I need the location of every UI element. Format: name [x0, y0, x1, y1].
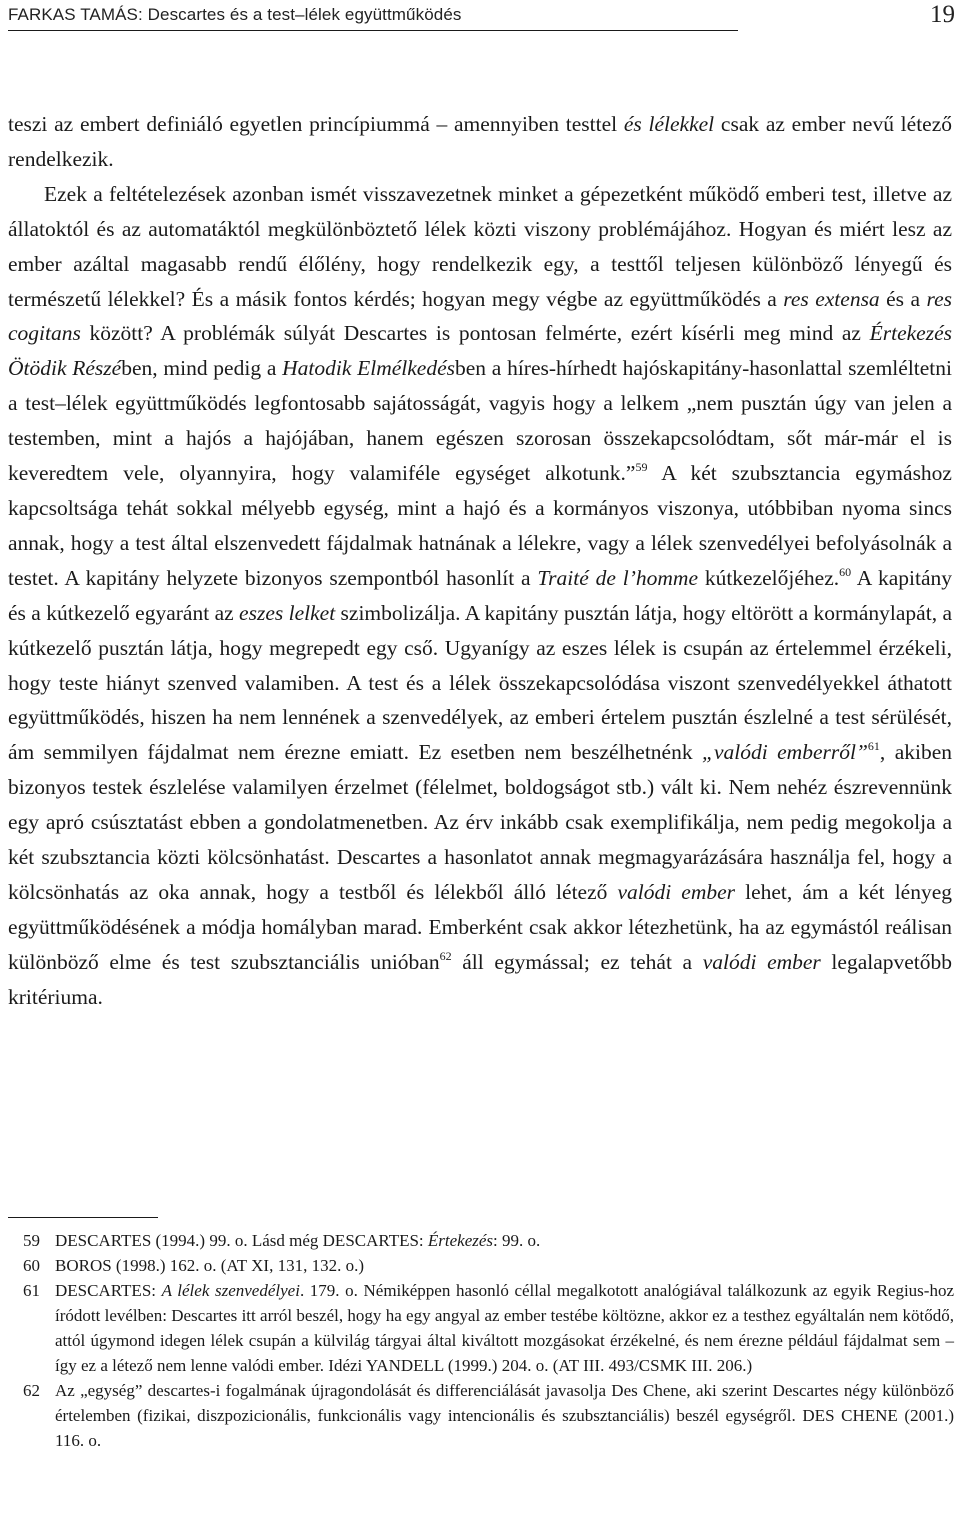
- footnote-ref-61[interactable]: 61: [867, 739, 880, 754]
- text-run: szimbolizálja. A kapitány pusztán látja, hogy eltörött a kormánylapát, a kútkezelő pusztán látja, hogy megrepedt egy cső. Ugyanígy az eszes lélek is csupán az értelemmel érzékeli, hogy teste hiányt szenved valamiben. A test és a lélek összekapcsolódása viszont szenvedélyekkel áthatott együttműködés, hiszen ha nem lennének a szenvedélyek, az emberi értelem pusztán észlelné a test sérülését, ám semmilyen fájdalmat nem érezne emiatt. Ez esetben nem beszélhetnénk: [8, 600, 953, 765]
- page-number: 19: [930, 1, 955, 28]
- text-run: áll egymással; ez tehát a: [451, 949, 703, 974]
- footnote-text: DESCARTES:: [55, 1281, 162, 1300]
- italic-run: res extensa: [783, 286, 880, 311]
- footnote-text: DESCARTES (1994.) 99. o. Lásd még DESCARTES:: [55, 1231, 428, 1250]
- italic-run: Traité de l’homme: [537, 565, 698, 590]
- footnote-number: 61: [23, 1281, 40, 1300]
- text-run: között? A problémák súlyát Descartes is pontosan felmérte, ezért kísérli meg mind az: [80, 321, 870, 346]
- footnotes: [8, 1228, 954, 1453]
- text-run: ben, mind pedig a: [121, 356, 283, 381]
- italic-run: „valódi emberről”: [702, 740, 868, 765]
- footnote-text: : 99. o.: [493, 1231, 541, 1250]
- main-text: [8, 107, 952, 1015]
- text-run: lehet, ám a két lényeg együttműködésének a módja homályban marad. Emberként csak akkor létezhetünk, ha az egymástól reálisan különböző elme és test szubsztanciális unióban: [8, 879, 953, 974]
- footnote-60: [8, 1253, 954, 1278]
- text-run: , akiben bizonyos testek észlelése valamilyen érzelmet (félelmet, boldogságot stb.) vált ki. Nem nehéz észrevennünk egy apró csúsztatást ebben a gondolatmenetben. Az érv inkább csak exemplifikálja, nem pedig megokolja a két szubsztancia közti kölcsönhatást. Descartes a hasonlatot annak megmagyarázására használja fel, hogy a kölcsönhatás az oka annak, hogy a testből és lélekből álló létező: [8, 740, 952, 904]
- italic-run: és lélekkel: [623, 112, 715, 136]
- italic-run: Hatodik Elmélkedés: [282, 356, 456, 381]
- footnote-separator: [8, 1217, 158, 1218]
- footnote-61: [8, 1278, 954, 1378]
- footnote-italic: A lélek szenvedélyei: [161, 1281, 300, 1300]
- text-run: kútkezelőjéhez.: [697, 565, 840, 590]
- footnote-ref-59[interactable]: 59: [635, 460, 648, 475]
- text-run: Ezek a feltételezések azonban ismét visszavezetnek minket a gépezetként működő emberi test, illetve az állatoktól és az automatáktól megkülönböztető lélek közti viszony problémájához. Hogyan és miért lesz az ember azáltal magasabb rendű élőlény, hogy rendelkezik egy, a testtől teljesen különböző lényegű és természetű lélekkel? És a másik fontos kérdés; hogyan megy végbe az együttműködés a: [8, 181, 952, 311]
- footnote-number: 62: [23, 1381, 40, 1400]
- footnote-ref-60[interactable]: 60: [839, 564, 852, 579]
- footnote-number: 60: [23, 1256, 40, 1275]
- footnote-text: Az „egység” descartes-i fogalmának újragondolását és differenciálását javasolja Des Chene, aki szerint Descartes négy különböző értelemben (fizikai, diszpozicionális, funkcionális vagy intencionális és szubsztanciális) beszél egységről. DES CHENE (2001.) 116. o.: [55, 1381, 954, 1450]
- text-run: teszi az embert definiáló egyetlen princípiummá – amennyiben testtel: [8, 112, 624, 136]
- footnote-59: [8, 1228, 954, 1253]
- footnote-text: BOROS (1998.) 162. o. (AT XI, 131, 132. o.): [55, 1256, 364, 1275]
- footnote-italic: Értekezés: [427, 1231, 494, 1250]
- text-run: A kapitány és a kútkezelő egyaránt az: [8, 565, 952, 625]
- paragraph-1: [8, 107, 952, 177]
- paragraph-2: [8, 177, 952, 1015]
- text-run: és a: [879, 286, 927, 311]
- italic-run: Értekezés Ötödik Részé: [8, 321, 952, 381]
- text-run: ben a híres-hírhedt hajóskapitány-hasonlattal szemléltetni a test–lélek együttműködés legfontosabb sajátosságát, vagyis hogy a lelkem „nem pusztán úgy van jelen a testemben, mint a hajós a hajójában, hanem egészen szorosan összekapcsolódtam, sőt már-már el is keveredtem vele, olyannyira, hogy valamiféle egységet alkotunk.”: [8, 356, 953, 486]
- footnote-62: [8, 1378, 954, 1453]
- footnote-text: . 179. o. Némiképpen hasonló céllal megalkotott analógiával találkozunk az egyik Regius-hoz íródott levélben: Descartes itt arról beszél, hogy ha egy angyal az ember testébe költözne, akkor ez a testhez egyáltalán nem kötődő, attól úgymond idegen lélek csupán a külvilág tárgyai által kiváltott mozgásokat érzékelné, és nem érezne például fájdalmat sem – így ez a létező nem lenne valódi ember. Idézi YANDELL (1999.) 204. o. (AT III. 493/CSMK III. 206.): [55, 1281, 955, 1375]
- italic-run: res cogitans: [8, 286, 952, 346]
- italic-run: eszes lelket: [239, 600, 336, 625]
- text-run: csak az ember nevű létező rendelkezik.: [8, 112, 953, 171]
- running-head: FARKAS TAMÁS: Descartes és a test–lélek együttműködés: [8, 0, 738, 31]
- italic-run: valódi ember: [702, 949, 821, 974]
- italic-run: valódi ember: [617, 879, 736, 904]
- text-run: A két szubsztancia egymáshoz kapcsoltsága tehát sokkal mélyebb egység, mint a hajó és a kormányos viszonya, utóbbiban nyoma sincs annak, hogy a test által elszenvedett fájdalmak hatnának a lélekre, vagy a lélek szenvedélyei befolyásolnák a testet. A kapitány helyzete bizonyos szempontból hasonlít a: [8, 461, 952, 590]
- text-run: legalapvetőbb kritériuma.: [8, 949, 953, 1009]
- footnote-number: 59: [23, 1231, 40, 1250]
- footnote-ref-62[interactable]: 62: [439, 948, 452, 963]
